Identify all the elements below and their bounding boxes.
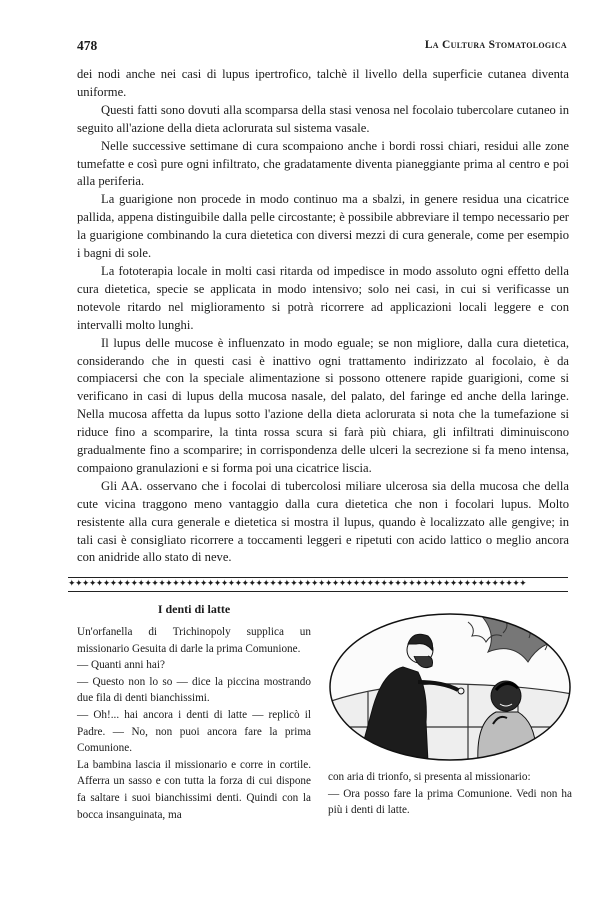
anecdote-paragraph: con aria di trionfo, si presenta al missionario: xyxy=(328,771,531,783)
anecdote-paragraph: — Questo non lo so — dice la piccina mostrando due fila di denti bianchissimi. xyxy=(77,675,311,705)
anecdote-paragraph: — Ora posso fare la prima Comunione. Vedi non ha più i denti di latte. xyxy=(328,787,572,817)
article-paragraph: Nelle successive settimane di cura scompaiono anche i bordi rossi chiari, residui alle zone tumefatte e così pure ogni infiltrato, che gradatamente diventa pianeggiante prima al centro e poi alla periferia. xyxy=(77,138,569,189)
article-body xyxy=(77,66,569,567)
anecdote-paragraph: — Quanti anni hai? xyxy=(77,659,165,672)
article-paragraph: La fototerapia locale in molti casi ritarda od impedisce in modo assoluto ogni effetto della cura dietetica, specie se applicata in modo intensivo; solo nei casi, in cui si verificasse un notevole ritardo nel miglioramento si potrà ricorrere ad applicazioni locali leggere e con intervalli molto lunghi. xyxy=(77,263,569,332)
anecdote-title: I denti di latte xyxy=(157,602,231,616)
anecdote-right-column xyxy=(328,769,572,819)
anecdote-paragraph: — Oh!... hai ancora i denti di latte — replicò il Padre. — No, non puoi ancora fare la prima Comunione. xyxy=(77,708,311,755)
article-paragraph: dei nodi anche nei casi di lupus ipertrofico, talchè il livello della superficie cutanea diventa uniforme. xyxy=(77,67,569,99)
page-number: 478 xyxy=(77,38,98,53)
anecdote-left-column xyxy=(77,624,311,823)
journal-title: La Cultura Stomatologica xyxy=(424,39,567,51)
article-paragraph: La guarigione non procede in modo continuo ma a sbalzi, in genere residua una cicatrice pallida, appena distinguibile dalla pelle circostante; è possibile abbreviare il tempo necessario per la guarigione combinando la cura dietetica con diversi mezzi di cura generale, come per esempio i bagni di sole. xyxy=(77,192,569,261)
illustration-drawing xyxy=(328,612,572,762)
illustration-missionary-and-girl xyxy=(328,612,572,762)
page-header xyxy=(77,38,567,56)
article-paragraph: Il lupus delle mucose è influenzato in modo eguale; se non migliore, dalla cura dietetica, considerando che in questi casi è inattivo ogni trattamento indirizzato al focolaio, è da compiacersi che con la speciale alimentazione si possono ottenere rapide guarigioni, come si verificano in casi di lupus della mucosa nasale, del palato, del faringe ed anche della laringe. Nella mucosa affetta da lupus sotto l'azione della dieta aclorurata si nota che la tumefazione si riduce fino a scomparire, la tinta rossa scura si farà più chiara, gli infiltrati diminuiscono gradualmente fino a scomparire; in corrispondenza delle ulceri la secrezione si fa meno intensa, compaiono granulazioni e si forma poi una cicatrice liscia. xyxy=(77,335,569,475)
article-paragraph: Questi fatti sono dovuti alla scomparsa della stasi venosa nel focolaio tubercolare cutaneo in seguito all'azione della dieta aclorurata sul sistema vasale. xyxy=(77,102,569,135)
anecdote-paragraph: Un'orfanella di Trichinopoly supplica un missionario Gesuita di darle la prima Comunione. xyxy=(77,626,311,655)
ornamental-divider: ✦✦✦✦✦✦✦✦✦✦✦✦✦✦✦✦✦✦✦✦✦✦✦✦✦✦✦✦✦✦✦✦✦✦✦✦✦✦✦✦✦✦✦✦✦✦✦✦✦✦✦✦✦✦✦✦✦✦✦✦✦✦✦✦✦✦ xyxy=(68,577,568,592)
anecdote-paragraph: La bambina lascia il missionario e corre in cortile. Afferra un sasso e con tutta la forza di cui dispone fa saltare i suoi bianchissimi denti. Quindi con la bocca insanguinata, ma xyxy=(77,758,311,821)
article-paragraph: Gli AA. osservano che i focolai di tubercolosi miliare ulcerosa sia della mucosa che della cute vicina traggono meno vantaggio dalla cura dietetica che non i focolari lupus. Molto resistente alla cura generale e dietetica si mostra il lupus, quando è localizzato alle gengive; in tali casi è consigliato ricorrere a toccamenti leggeri e ripetuti con acido lattico o meglio ancora con anidride allo stato di neve. xyxy=(77,478,569,565)
